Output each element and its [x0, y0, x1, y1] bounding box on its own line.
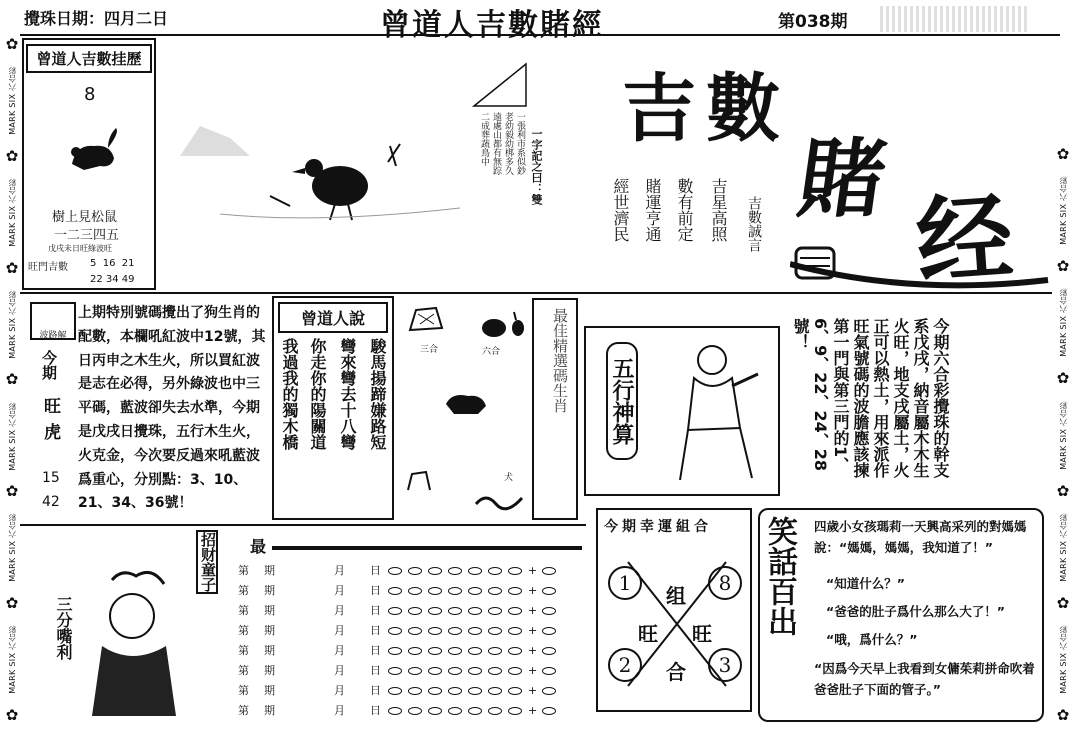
grid-oval	[488, 647, 502, 655]
grid-oval	[388, 587, 402, 595]
grid-row	[238, 702, 582, 718]
grid-row-label: 第	[238, 644, 249, 657]
goat-icon	[404, 462, 434, 494]
grid-col-qi: 期	[264, 624, 275, 637]
grid-op: +	[528, 704, 538, 717]
wuxing-title: 五行神算	[606, 342, 638, 460]
grid-oval	[542, 627, 556, 635]
lucky-box	[596, 508, 752, 712]
grid-col-ri: 日	[370, 684, 381, 697]
grid-oval	[428, 627, 442, 635]
grid-oval	[448, 687, 462, 695]
analysis-num-1: 15	[42, 470, 60, 486]
dog-icon	[442, 384, 492, 418]
grid-row-label: 第	[238, 684, 249, 697]
lucky-num-2: 8	[708, 566, 742, 600]
banner-col-4: 經世濟民	[611, 178, 630, 242]
lucky-num-4: 3	[708, 648, 742, 682]
zodiac-label-2: 六合	[482, 347, 501, 357]
squirrel-icon	[64, 126, 124, 176]
lucky-center-top: 组	[666, 584, 686, 608]
grid-oval	[468, 627, 482, 635]
grid-col-yue: 月	[334, 584, 345, 597]
grid-oval	[428, 667, 442, 675]
grid-oval	[388, 687, 402, 695]
grid-oval	[488, 587, 502, 595]
joke-line-2: “知道什么？”	[826, 576, 905, 591]
grid-oval	[488, 687, 502, 695]
banner-jishu: 吉數	[622, 66, 790, 152]
grid-oval	[448, 607, 462, 615]
grid-col-qi: 期	[264, 664, 275, 677]
crow-illustration	[160, 96, 480, 236]
grid-oval	[468, 607, 482, 615]
grid-col-qi: 期	[264, 704, 275, 717]
grid-oval	[408, 627, 422, 635]
grid-row	[238, 682, 582, 698]
grid-oval	[508, 587, 522, 595]
grid-oval	[542, 647, 556, 655]
shuo-col-2: 彎來彎去十八彎	[338, 338, 357, 450]
grid-oval	[488, 627, 502, 635]
left-sidebar: ✿ MARK SIX 六合彩 ✿ MARK SIX 六合彩 ✿ MARK SIX 六合彩 ✿ MARK SIX 六合彩 ✿ MARK SIX 六合彩 ✿ MARK SIX 六合彩 ✿	[5, 35, 19, 724]
grid-row-label: 第	[238, 604, 249, 617]
right-sidebar: ✿ MARK SIX 六合彩 ✿ MARK SIX 六合彩 ✿ MARK SIX 六合彩 ✿ MARK SIX 六合彩 ✿ MARK SIX 六合彩 ✿	[1056, 145, 1070, 724]
zhaocai-title: 招财童子	[196, 530, 218, 594]
poem-heading: 一字記之曰：雙	[530, 128, 543, 205]
grid-oval	[428, 687, 442, 695]
best-zodiac-text: 最佳精選碼生肖	[551, 308, 569, 413]
grid-oval	[488, 707, 502, 715]
grid-oval	[468, 687, 482, 695]
grid-oval	[388, 627, 402, 635]
grid-col-yue: 月	[334, 644, 345, 657]
grid-col-ri: 日	[370, 604, 381, 617]
grid-oval	[388, 667, 402, 675]
grid-oval	[448, 567, 462, 575]
watermark-block	[880, 6, 1030, 32]
shuo-title: 曾道人說	[278, 302, 388, 333]
grid-oval	[542, 567, 556, 575]
grid-oval	[388, 647, 402, 655]
grid-op: +	[528, 644, 538, 657]
grid-col-qi: 期	[264, 584, 275, 597]
guapai-nums-2: 22 34 49	[90, 274, 135, 285]
grid-oval	[488, 667, 502, 675]
joke-title: 笑話百出	[762, 516, 797, 636]
grid-row-label: 第	[238, 664, 249, 677]
grid-oval	[428, 607, 442, 615]
grid-col-qi: 期	[264, 644, 275, 657]
banner-col-2: 數有前定	[675, 178, 694, 242]
bolu-label: 波路解	[39, 331, 67, 341]
grid-col-ri: 日	[370, 644, 381, 657]
grid-col-qi: 期	[264, 684, 275, 697]
grid-oval	[468, 567, 482, 575]
grid-col-ri: 日	[370, 704, 381, 717]
grid-heading: 最	[250, 537, 267, 556]
fist-icon	[790, 236, 842, 286]
grid-oval	[408, 647, 422, 655]
grid-op: +	[528, 684, 538, 697]
grid-op: +	[528, 564, 538, 577]
tiger-icon	[406, 300, 446, 334]
shuo-box	[272, 296, 394, 520]
grid-col-ri: 日	[370, 664, 381, 677]
guapai-number: 8	[84, 84, 96, 105]
grid-oval	[388, 567, 402, 575]
grid-oval	[508, 567, 522, 575]
header-rule	[20, 34, 1060, 36]
grid-op: +	[528, 664, 538, 677]
jinqi-label: 今期	[40, 350, 58, 380]
guapai-verse: 樹上見松鼠	[52, 210, 118, 225]
grid-row	[238, 562, 582, 578]
grid-col-qi: 期	[264, 564, 275, 577]
lucky-num-3: 2	[608, 648, 642, 682]
zodiac-panel	[398, 296, 580, 524]
grid-heading-rule	[272, 546, 582, 550]
grid-oval	[488, 607, 502, 615]
banner-col-1: 吉星高照	[709, 178, 728, 242]
banner-col-3: 賭運亨通	[643, 178, 662, 242]
grid-panel	[220, 526, 586, 728]
grid-row	[238, 582, 582, 598]
grid-oval	[388, 607, 402, 615]
guapai-verse2: 一二三四五	[54, 228, 120, 243]
grid-oval	[448, 667, 462, 675]
grid-col-yue: 月	[334, 604, 345, 617]
wang-char: 旺	[44, 397, 61, 417]
grid-oval	[508, 627, 522, 635]
guapai-note: 戊戌未日旺綠波旺	[48, 244, 112, 253]
grid-row-label: 第	[238, 624, 249, 637]
zhaocai-panel	[22, 526, 218, 728]
joke-line-4: “哦，爲什么？”	[826, 632, 918, 647]
child-icon	[72, 566, 192, 726]
joke-box	[758, 508, 1044, 722]
zodiac-label-1: 三合	[420, 345, 439, 355]
grid-row	[238, 622, 582, 638]
grid-oval	[542, 587, 556, 595]
rabbit-icon	[478, 310, 528, 340]
joke-line-3: “爸爸的肚子爲什么那么大了！”	[826, 604, 1005, 619]
guapai-nums-1: 5 16 21	[90, 258, 135, 269]
dragon-icon	[474, 490, 524, 516]
grid-oval	[542, 667, 556, 675]
poem-line-1: 一張利市系似鈔	[515, 112, 525, 175]
grid-row	[238, 642, 582, 658]
shuo-col-4: 我過我的獨木橋	[280, 338, 299, 450]
lucky-center-right: 旺	[692, 622, 712, 646]
sail-poem-box	[470, 60, 560, 200]
grid-oval	[488, 567, 502, 575]
grid-op: +	[528, 624, 538, 637]
lucky-center-bottom: 合	[666, 660, 686, 684]
analysis-num-2: 42	[42, 494, 60, 510]
lucky-heading: 今期幸運組合	[604, 519, 712, 535]
best-zodiac-box	[532, 298, 578, 520]
poem-line-3: 遠處山都有無踪	[491, 112, 501, 175]
grid-oval	[508, 707, 522, 715]
joke-line-1: 四歲小女孩瑪莉一天興高采列的對媽媽說：“媽媽，媽媽，我知道了！”	[814, 519, 1027, 555]
grid-oval	[428, 707, 442, 715]
grid-oval	[448, 587, 462, 595]
banner-du: 賭	[791, 129, 893, 230]
grid-col-ri: 日	[370, 564, 381, 577]
issue-date: 攪珠日期：四月二日	[24, 9, 169, 28]
grid-oval	[388, 707, 402, 715]
grid-oval	[468, 667, 482, 675]
grid-oval	[508, 647, 522, 655]
poem-line-4: 二成葬蔬鳥中	[479, 112, 489, 166]
grid-oval	[408, 707, 422, 715]
grid-oval	[428, 587, 442, 595]
grid-col-yue: 月	[334, 624, 345, 637]
grid-oval	[468, 707, 482, 715]
grid-col-yue: 月	[334, 564, 345, 577]
grid-row-label: 第	[238, 704, 249, 717]
grid-oval	[408, 687, 422, 695]
lucky-num-1: 1	[608, 566, 642, 600]
wuxing-box	[584, 326, 780, 496]
section-rule	[20, 292, 1052, 294]
shuo-col-1: 駿馬揚蹄嫌路短	[368, 338, 387, 450]
zhaocai-side: 三分嘴利	[54, 596, 73, 660]
grid-col-yue: 月	[334, 704, 345, 717]
poem-line-2: 老幼毅幼梆多久	[503, 112, 513, 175]
guapai-box	[22, 38, 156, 290]
grid-oval	[508, 607, 522, 615]
issue-number: 第038期	[778, 12, 848, 32]
grid-oval	[448, 627, 462, 635]
grid-row	[238, 602, 582, 618]
grid-row-label: 第	[238, 564, 249, 577]
grid-oval	[408, 607, 422, 615]
grid-oval	[408, 667, 422, 675]
grid-oval	[408, 587, 422, 595]
grid-oval	[508, 667, 522, 675]
grid-col-ri: 日	[370, 584, 381, 597]
analysis-text: 上期特別號碼攪出了狗生肖的配數，本欄吼紅波中12號，其日丙申之木生火，所以買紅波是志在必得，另外綠波也中三平碼，藍波卻失去水準，今期是戊戌日攪珠，五行木生火，火克金，今次要反過來吼藍波爲重心，分別點：3、10、21、34、36號！	[78, 305, 266, 512]
grid-col-qi: 期	[264, 604, 275, 617]
grid-oval	[542, 607, 556, 615]
zodiac-label-3: 犬	[504, 473, 514, 483]
xiao-char: 虎	[44, 423, 61, 443]
grid-oval	[468, 587, 482, 595]
wang-label: 旺門吉數	[28, 262, 68, 273]
grid-col-yue: 月	[334, 684, 345, 697]
grid-col-ri: 日	[370, 624, 381, 637]
banner-jing: 经	[912, 179, 1017, 300]
grid-oval	[542, 707, 556, 715]
grid-op: +	[528, 584, 538, 597]
guapai-title: 曾道人吉數挂歷	[26, 44, 152, 73]
lucky-center-left: 旺	[638, 622, 658, 646]
grid-op: +	[528, 604, 538, 617]
grid-oval	[448, 647, 462, 655]
grid-oval	[408, 567, 422, 575]
grid-oval	[428, 647, 442, 655]
banner-chengyan: 吉數誠言	[746, 196, 762, 252]
grid-oval	[468, 647, 482, 655]
grid-row-label: 第	[238, 584, 249, 597]
grid-oval	[428, 567, 442, 575]
joke-line-5: “因爲今天早上我看到女傭茱莉拼命吹着爸爸肚子下面的管子。”	[814, 661, 1035, 697]
bolu-label-box	[30, 302, 76, 340]
sail-icon	[470, 60, 530, 110]
grid-oval	[508, 687, 522, 695]
grid-oval	[448, 707, 462, 715]
shuo-col-3: 你走你的陽關道	[308, 338, 327, 450]
grid-col-yue: 月	[334, 664, 345, 677]
grid-row	[238, 662, 582, 678]
grid-oval	[542, 687, 556, 695]
page-title: 曾道人吉數賭經	[380, 8, 604, 43]
deity-icon	[666, 338, 766, 488]
wuxing-text: 今期六合彩攪珠的幹支系戊戌，納音屬木木生火旺，地支戌屬土，火正可以熱土，用來派作旺氣號碼的波膽應該揀第一門與第三門的1、6、9、22、24、28號！	[791, 318, 950, 478]
